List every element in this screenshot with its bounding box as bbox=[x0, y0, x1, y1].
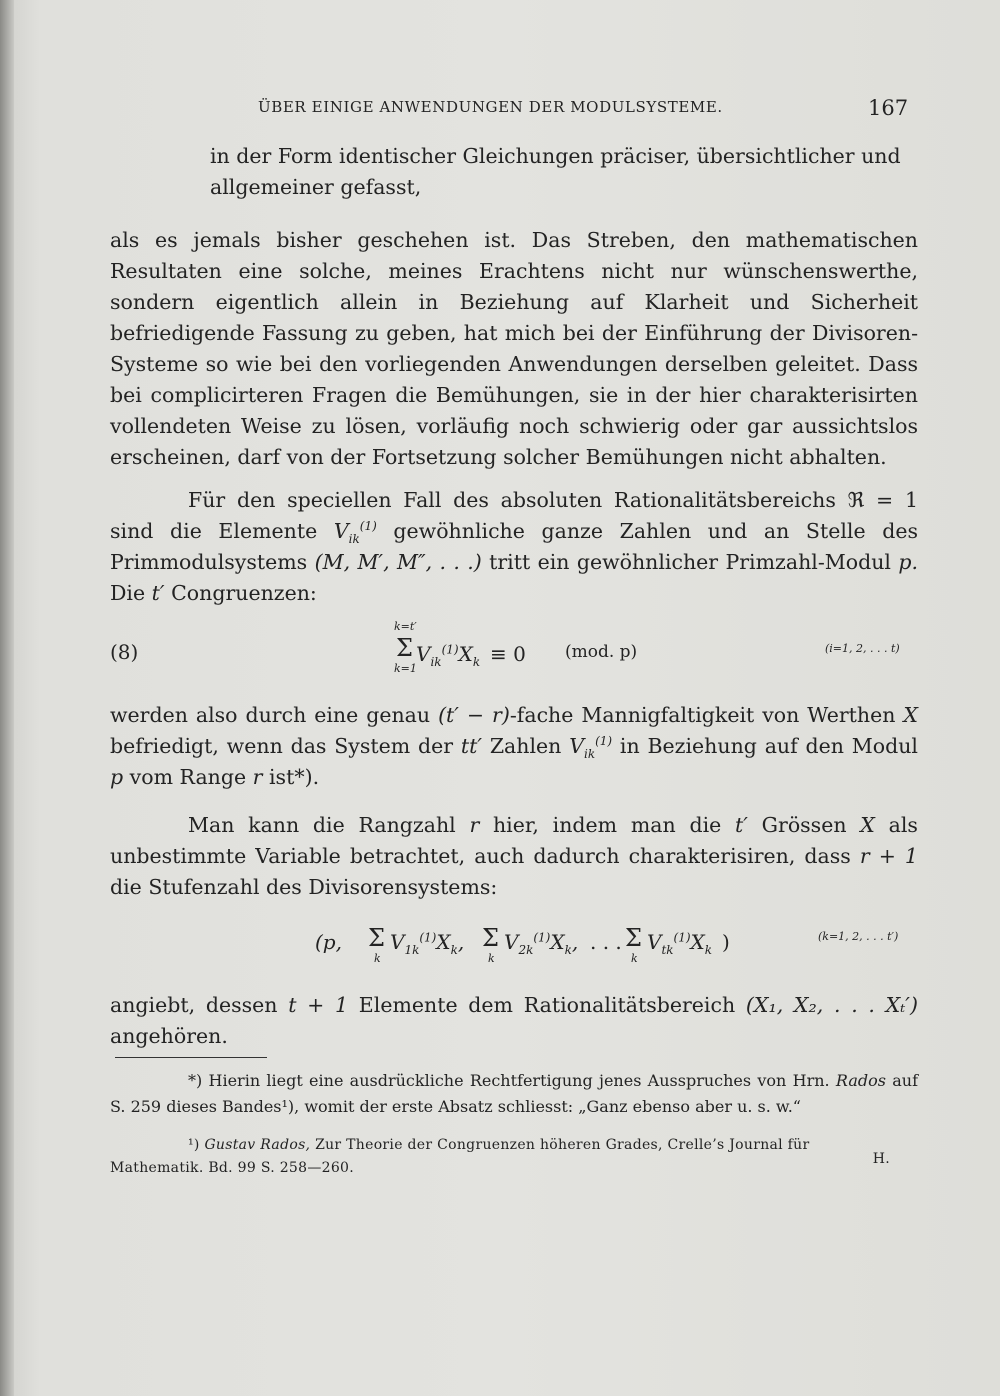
p2-d: (M, M′, M″, . . .) bbox=[314, 550, 482, 574]
p2-i: Congruenzen: bbox=[171, 581, 317, 605]
binding-gutter bbox=[0, 0, 14, 1396]
p4-a: Man kann die Rangzahl bbox=[188, 813, 456, 837]
fn1-b: auf S. 259 dieses Bandes¹), womit der erste Absatz schliesst: „Ganz ebenso aber u. s. w.“ bbox=[110, 1071, 918, 1116]
quote-line-2: allgemeiner gefasst, bbox=[210, 175, 422, 199]
p2-g: Die bbox=[110, 581, 146, 605]
p3-j: vom Range bbox=[129, 765, 247, 789]
fn2-mark: ¹) bbox=[188, 1137, 200, 1153]
p2-a: Für den speciellen Fall des absoluten Rationalitätsbereichs bbox=[188, 488, 836, 512]
quote-block bbox=[110, 141, 918, 203]
formula-dots: . . . bbox=[590, 930, 622, 954]
p3-k: r bbox=[252, 765, 263, 789]
formula-8-term: $V_{ik}^{(1)}X_k$ bbox=[416, 642, 481, 669]
sum-sign-2: Σ k bbox=[482, 924, 499, 965]
formula-open: (p, bbox=[315, 930, 342, 954]
p2-e: tritt ein gewöhnlicher Primzahl-Modul bbox=[489, 550, 891, 574]
paragraph-4-text bbox=[110, 810, 918, 903]
sum-3-index: k bbox=[631, 952, 638, 965]
p4-b: r bbox=[469, 813, 480, 837]
paragraph-3 bbox=[110, 700, 918, 793]
footnote-2-text bbox=[110, 1134, 918, 1180]
quote-line-1: in der Form identischer Gleichungen präciser, übersichtlicher und bbox=[210, 144, 901, 168]
formula-divisor-range: (k=1, 2, . . . t′) bbox=[818, 930, 899, 943]
footnote-signature: H. bbox=[872, 1151, 890, 1167]
term-2: $V_{2k}^{(1)}X_k$, bbox=[504, 930, 579, 957]
p3-d: X bbox=[903, 703, 918, 727]
term-3: $V_{tk}^{(1)}X_k$ bbox=[647, 930, 713, 957]
p4-f: X bbox=[860, 813, 875, 837]
p5-c: Elemente dem Rationalitätsbereich bbox=[358, 993, 736, 1017]
paragraph-3-text bbox=[110, 700, 918, 793]
paragraph-2-text bbox=[110, 485, 918, 609]
footnote-1-text bbox=[110, 1068, 918, 1120]
p4-e: Grössen bbox=[761, 813, 847, 837]
page-number: 167 bbox=[868, 96, 909, 120]
p5-b: t + 1 bbox=[288, 993, 349, 1017]
paragraph-5 bbox=[110, 990, 918, 1052]
p5-e: angehören. bbox=[110, 1024, 228, 1048]
p4-i: die Stufenzahl des Divisorensystems: bbox=[110, 875, 498, 899]
formula-8 bbox=[110, 620, 918, 680]
sum-upper-limit: k=t′ bbox=[394, 620, 417, 633]
v-ik-symbol-2: $V_{ik}^{(1)}$ bbox=[569, 734, 613, 762]
formula-8-label: (8) bbox=[110, 640, 139, 664]
p2-b: sind die Elemente bbox=[110, 519, 318, 543]
formula-8-range: (i=1, 2, . . . t) bbox=[825, 642, 900, 655]
fn2-text: Zur Theorie der Congruenzen höheren Grades, Crelle’s Journal für Mathematik. Bd. 99 S. 258—260. bbox=[110, 1137, 810, 1176]
term-1: $V_{1k}^{(1)}X_k$, bbox=[390, 930, 465, 957]
paragraph-1 bbox=[110, 225, 918, 473]
paragraph-4 bbox=[110, 810, 918, 903]
p4-d: t′ bbox=[735, 813, 748, 837]
p3-a: werden also durch eine genau bbox=[110, 703, 431, 727]
p3-h: in Beziehung auf den Modul bbox=[619, 734, 918, 758]
footnote-1 bbox=[110, 1068, 918, 1120]
p2-h: t′ bbox=[151, 581, 165, 605]
p3-g: Zahlen bbox=[489, 734, 562, 758]
paragraph-5-text bbox=[110, 990, 918, 1052]
sum-lower-limit: k=1 bbox=[394, 662, 417, 675]
p3-i: p bbox=[110, 765, 124, 789]
p4-g: als unbestimmte Variable betrachtet, auch dadurch charakterisiren, dass bbox=[110, 813, 918, 868]
p5-d: (X₁, X₂, . . . Xₜ′) bbox=[745, 993, 918, 1017]
p5-a: angiebt, dessen bbox=[110, 993, 278, 1017]
p4-c: hier, indem man die bbox=[492, 813, 722, 837]
paragraph-2 bbox=[110, 485, 918, 609]
v-ik-symbol: $V_{ik}^{(1)}$ bbox=[333, 519, 377, 547]
p3-e: befriedigt, wenn das System der bbox=[110, 734, 454, 758]
p4-h: r + 1 bbox=[859, 844, 918, 868]
formula-8-mod: (mod. p) bbox=[565, 642, 638, 662]
fn1-name: Rados bbox=[835, 1071, 886, 1090]
sum-2-index: k bbox=[488, 952, 495, 965]
sum-sign: Σ k=t′ k=1 bbox=[394, 620, 417, 675]
p3-f: tt′ bbox=[460, 734, 482, 758]
fn2-author: Gustav Rados, bbox=[204, 1137, 311, 1153]
sum-1-index: k bbox=[374, 952, 381, 965]
sum-sign-3: Σ k bbox=[625, 924, 642, 965]
p3-l: ist*). bbox=[269, 765, 320, 789]
p3-b: (t′ − r) bbox=[438, 703, 510, 727]
formula-close: ) bbox=[722, 930, 730, 954]
footnote-rule bbox=[115, 1057, 267, 1058]
formula-divisor-system bbox=[110, 920, 918, 970]
p2-frak: ℜ = 1 bbox=[847, 488, 918, 512]
fn1-a: *) Hierin liegt eine ausdrückliche Rechtfertigung jenes Ausspruches von Hrn. bbox=[188, 1071, 830, 1090]
p3-c: -fache Mannigfaltigkeit von Werthen bbox=[509, 703, 896, 727]
sum-sign-1: Σ k bbox=[368, 924, 385, 965]
formula-8-equiv: ≡ 0 bbox=[490, 642, 526, 666]
p2-f: p. bbox=[898, 550, 918, 574]
footnote-2 bbox=[110, 1134, 918, 1180]
running-head: ÜBER EINIGE ANWENDUNGEN DER MODULSYSTEME. bbox=[258, 98, 723, 116]
p2-c: gewöhnliche ganze Zahlen und an Stelle des Primmodulsystems bbox=[110, 519, 918, 574]
paragraph-1-text: als es jemals bisher geschehen ist. Das Streben, den mathematischen Resultaten eine solche, meines Erachtens nicht nur wünschenswerthe, sondern eigentlich allein in Beziehung auf Klarheit und Sicherheit befriedigende Fassung zu geben, hat mich bei der Einführung der Divisoren-Systeme so wie bei den vorliegenden Anwendungen derselben geleitet. Dass bei complicirteren Fragen die Bemühungen, sie in der hier charakterisirten vollendeten Weise zu lösen, vorläufig noch schwierig oder gar aussichtslos erscheinen, darf von der Fortsetzung solcher Bemühungen nicht abhalten. bbox=[110, 228, 918, 469]
